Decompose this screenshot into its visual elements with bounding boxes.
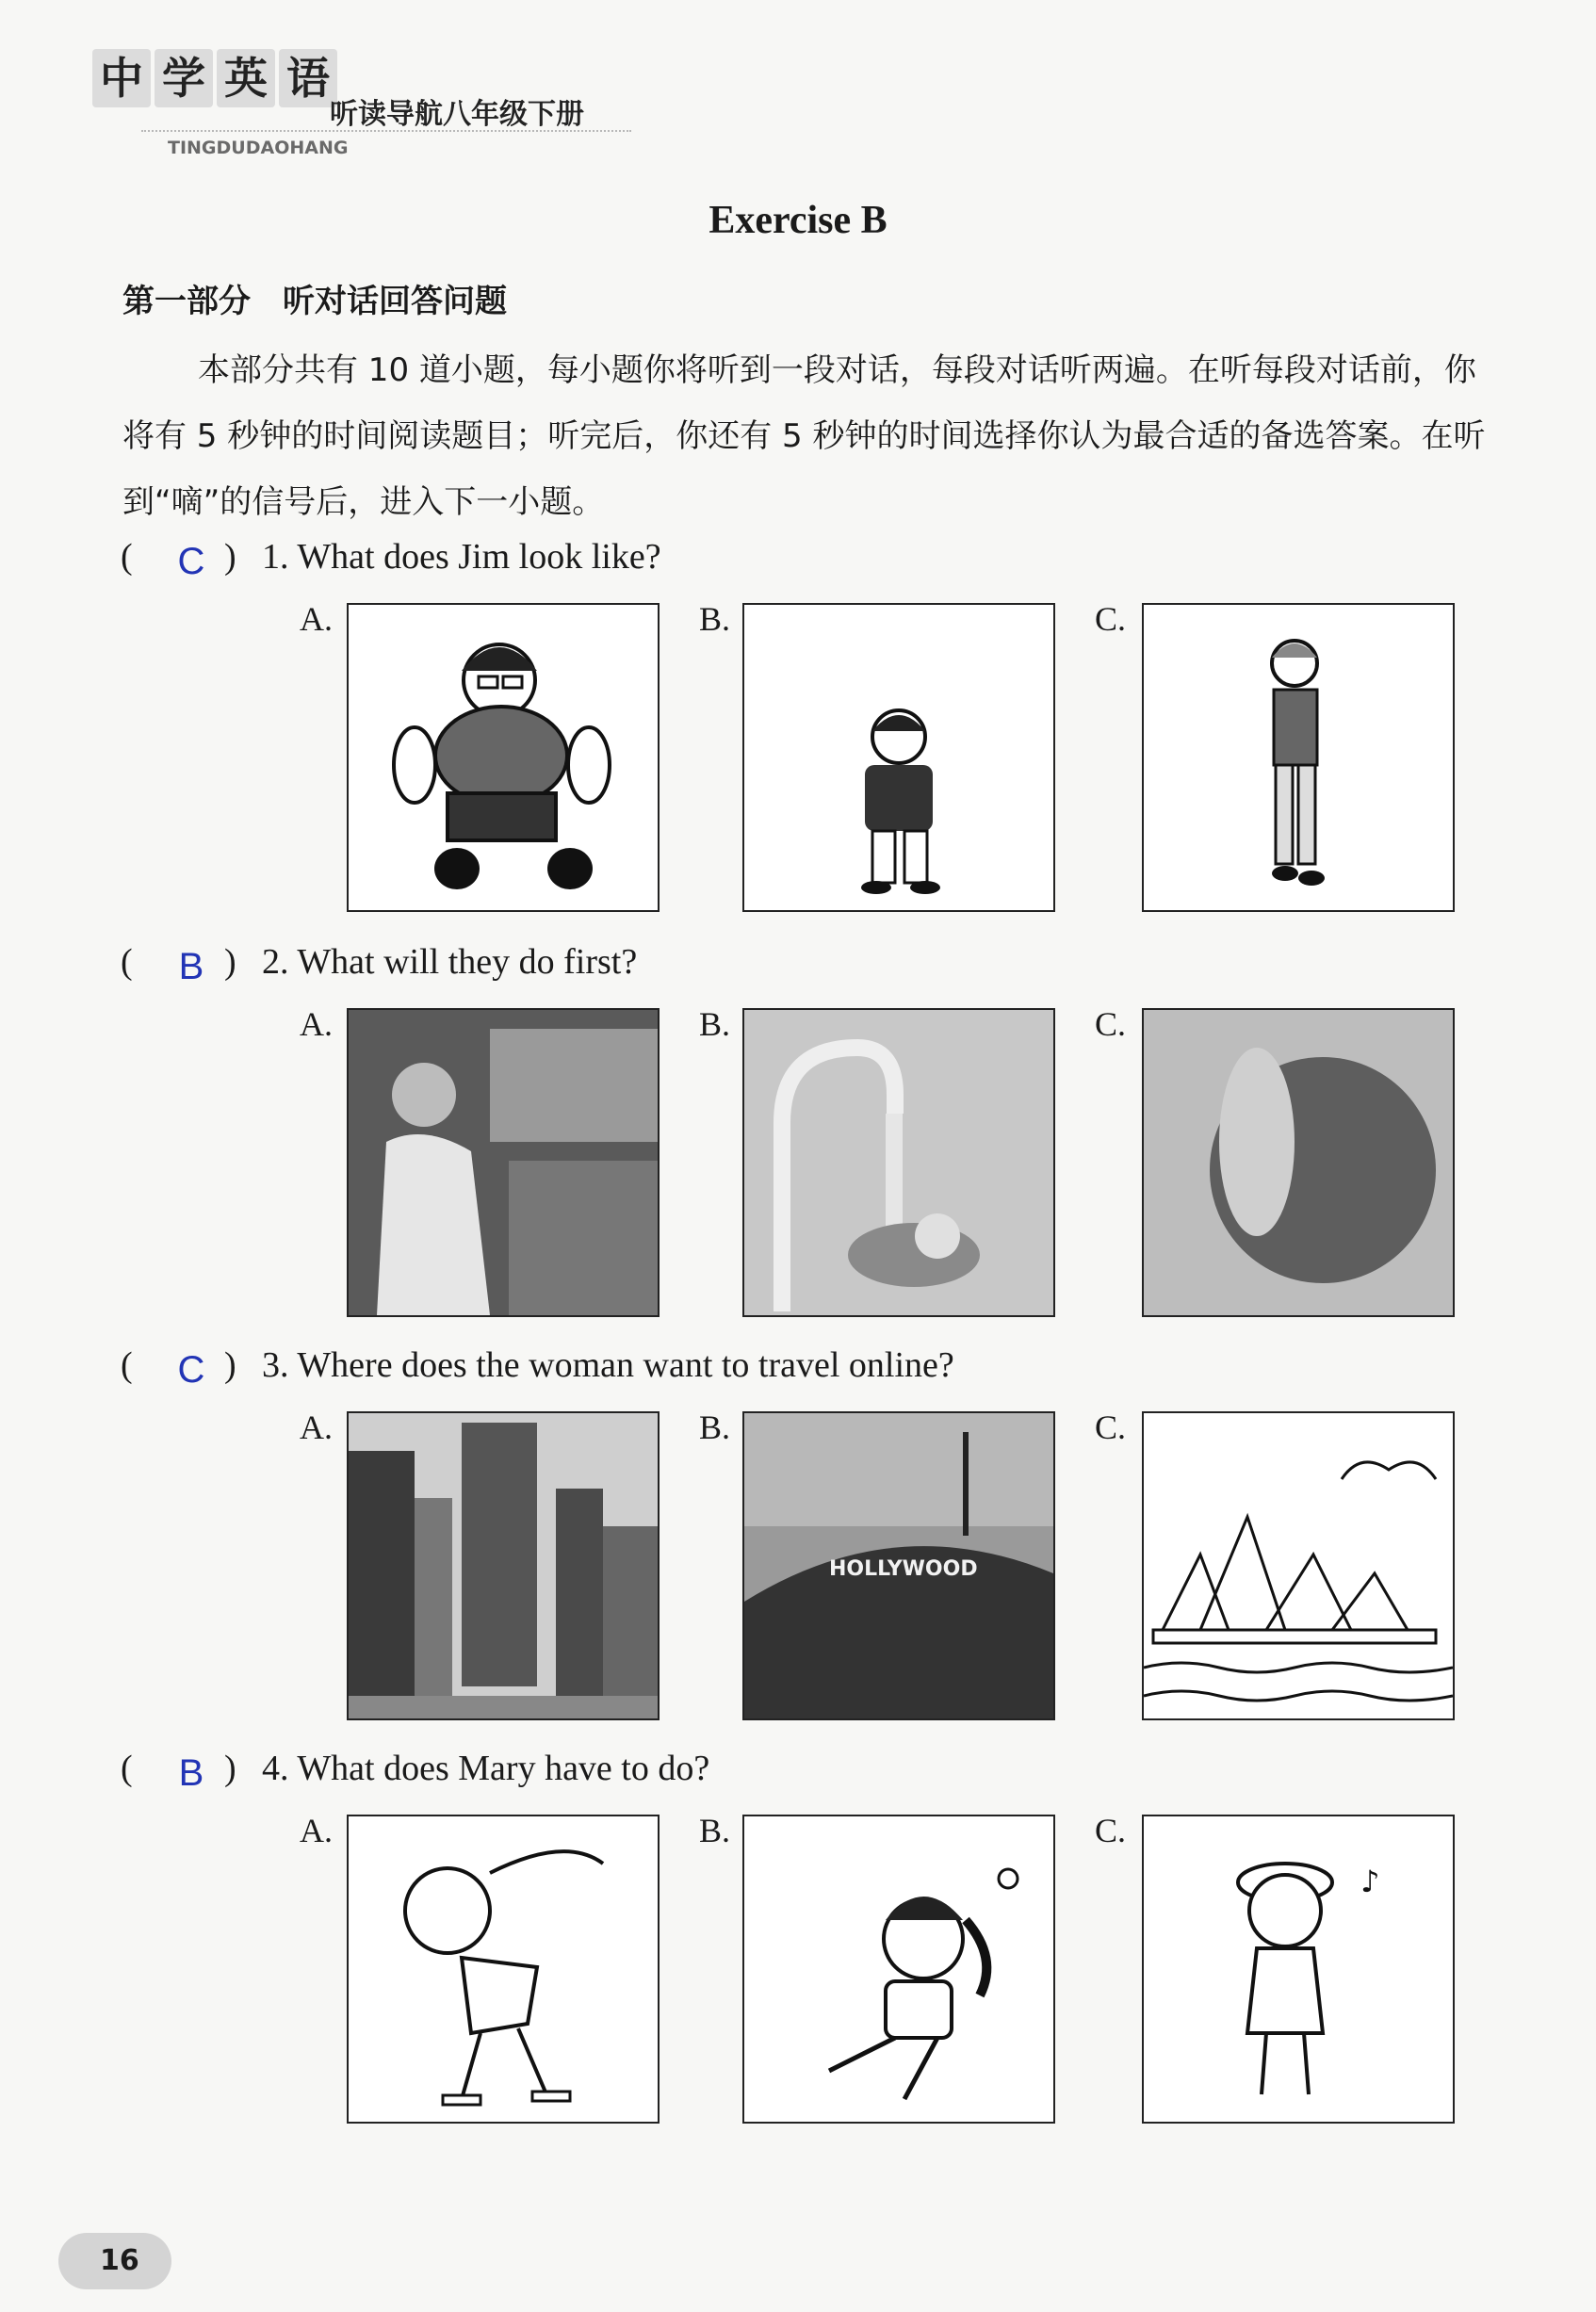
option-label: A.	[300, 1408, 333, 1446]
option-image-woman-buying-fruit	[347, 1008, 660, 1317]
question-text: 3. Where does the woman want to travel online?	[262, 1345, 954, 1385]
title-char: 语	[279, 49, 337, 107]
question-2: ( B ) 2. What will they do first?	[121, 942, 638, 987]
option-label: A.	[300, 600, 333, 638]
question-1: ( C ) 1. What does Jim look like?	[121, 537, 661, 582]
section-title: 第一部分 听对话回答问题	[122, 283, 507, 320]
instructions: 本部分共有 10 道小题，每小题你将听到一段对话，每段对话听两遍。在听每段对话前，你将有 5 秒钟的时间阅读题目；听完后，你还有 5 秒钟的时间选择你认为最合适的备选答案。在听到“嘀”的信号后，进入下一小题。	[122, 351, 1486, 521]
question-3: ( C ) 3. Where does the woman want to travel online?	[121, 1345, 954, 1391]
option-label: A.	[300, 1812, 333, 1849]
book-title	[92, 49, 341, 107]
option-image-short-boy	[742, 603, 1055, 912]
answer-mark: B	[178, 946, 204, 987]
option-image-tall-boy	[1142, 603, 1455, 912]
option-label: B.	[699, 1408, 731, 1446]
option-image-washing-fruit	[742, 1008, 1055, 1317]
book-subtitle: 听读导航八年级下册	[330, 98, 584, 131]
hollywood-sign-text: HOLLYWOOD	[829, 1557, 978, 1581]
option-image-girl-singing	[1142, 1815, 1455, 2124]
option-image-hollywood	[742, 1411, 1055, 1720]
exercise-title: Exercise B	[708, 199, 888, 242]
question-text: 2. What will they do first?	[262, 942, 638, 982]
option-image-girl-running	[742, 1815, 1055, 2124]
page-number: 16	[58, 2233, 171, 2289]
option-label: B.	[699, 1005, 731, 1043]
option-image-orange	[1142, 1008, 1455, 1317]
question-4: ( B ) 4. What does Mary have to do?	[121, 1749, 710, 1794]
option-label: A.	[300, 1005, 333, 1043]
option-label: C.	[1095, 1812, 1127, 1849]
option-label: C.	[1095, 1005, 1127, 1043]
answer-mark: C	[177, 1349, 205, 1391]
option-label: C.	[1095, 600, 1127, 638]
option-label: B.	[699, 600, 731, 638]
option-image-opera-house	[1142, 1411, 1455, 1720]
question-text: 4. What does Mary have to do?	[262, 1749, 710, 1788]
book-pinyin: TINGDUDAOHANG	[168, 138, 349, 158]
svg-text:♪: ♪	[1360, 1864, 1380, 1899]
title-char: 英	[217, 49, 275, 107]
option-image-city	[347, 1411, 660, 1720]
option-label: B.	[699, 1812, 731, 1849]
question-text: 1. What does Jim look like?	[262, 537, 661, 577]
option-image-girl-skating	[347, 1815, 660, 2124]
answer-mark: B	[178, 1752, 204, 1794]
title-char: 中	[92, 49, 151, 107]
option-label: C.	[1095, 1408, 1127, 1446]
answer-mark: C	[177, 541, 205, 582]
title-char: 学	[155, 49, 213, 107]
option-image-chubby-boy	[347, 603, 660, 912]
